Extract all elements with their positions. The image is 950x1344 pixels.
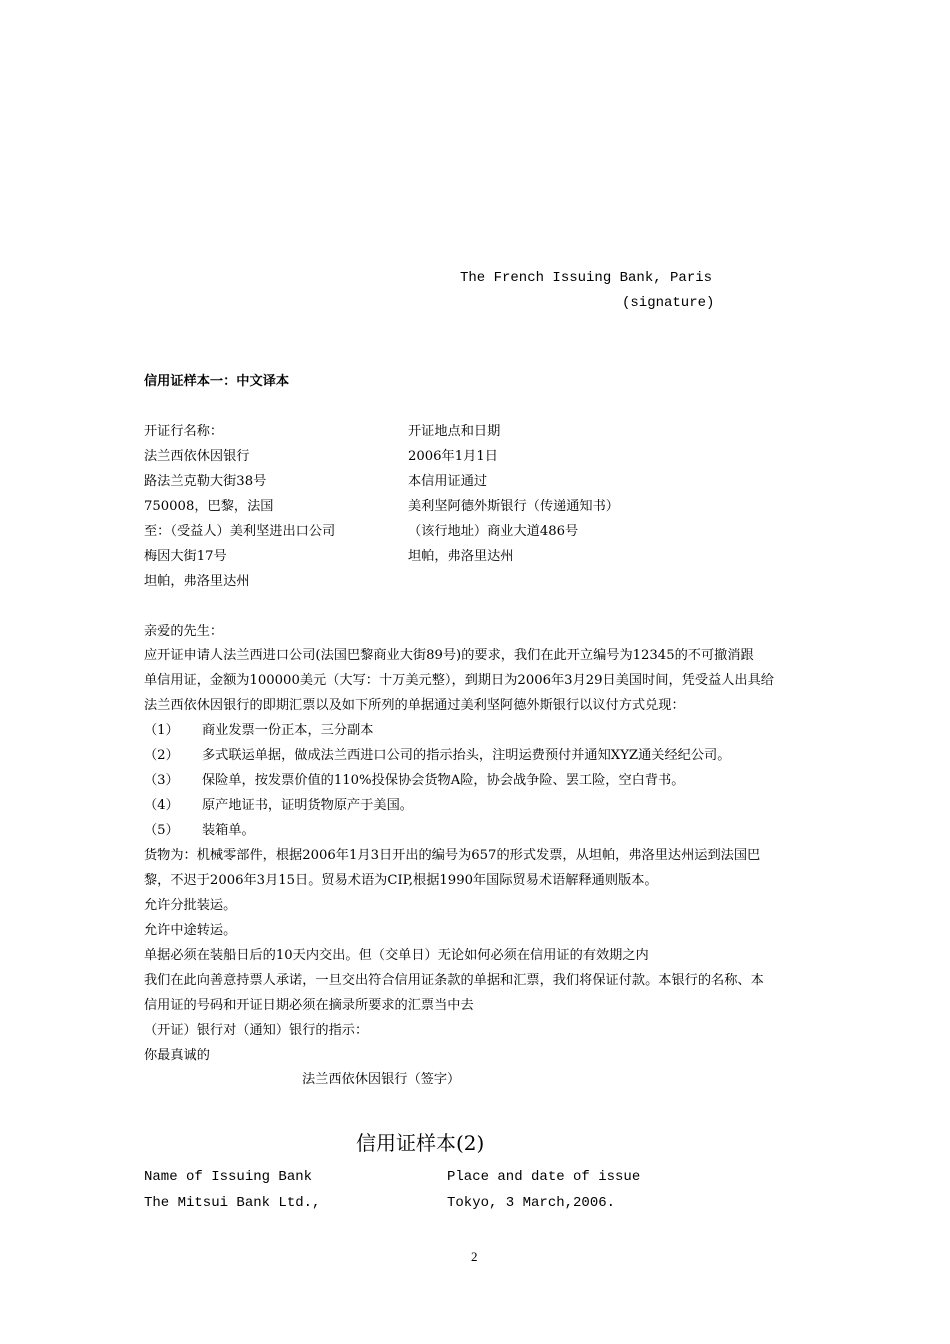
issuing-bank-signature-line: The French Issuing Bank, Paris	[460, 270, 713, 286]
left-col-line: Name of Issuing Bank	[144, 1169, 313, 1185]
paragraph-line: 允许分批装运。	[144, 898, 237, 913]
right-col-line: 美利坚阿德外斯银行（传递通知书）	[408, 499, 619, 514]
paragraph-line: 单信用证，金额为100000美元（大写：十万美元整），到期日为2006年3月29日美国时间，凭受益人出具给	[144, 673, 774, 688]
list-item-number: （1）	[144, 723, 179, 738]
paragraph-line: 允许中途转运。	[144, 923, 237, 938]
left-col-line: 至：（受益人）美利坚进出口公司	[144, 524, 336, 539]
section2-title: 信用证样本(2)	[356, 1131, 485, 1155]
list-item-number: （3）	[144, 773, 179, 788]
right-col-line: Tokyo, 3 March,2006.	[447, 1195, 616, 1211]
right-col-line: Place and date of issue	[447, 1169, 641, 1185]
list-item	[144, 819, 255, 838]
list-item	[144, 769, 684, 788]
paragraph-line: 你最真诚的	[144, 1048, 210, 1063]
list-item	[144, 794, 413, 813]
salutation: 亲爱的先生：	[144, 624, 224, 639]
list-item-text: 保险单，按发票价值的110%投保协会货物A险，协会战争险、罢工险，空白背书。	[202, 773, 685, 788]
paragraph-line: 我们在此向善意持票人承诺，一旦交出符合信用证条款的单据和汇票，我们将保证付款。本银行的名称、本	[144, 973, 764, 988]
paragraph-line: 信用证的号码和开证日期必须在摘录所要求的汇票当中去	[144, 998, 474, 1013]
list-item	[144, 719, 373, 738]
right-col-line: 开证地点和日期	[408, 424, 501, 439]
left-col-line: 750008，巴黎，法国	[144, 499, 274, 514]
list-item-number: （2）	[144, 748, 179, 763]
section1-heading: 信用证样本一：中文译本	[144, 374, 290, 389]
right-col-line: 2006年1月1日	[408, 449, 498, 464]
left-col-line: 路法兰克勒大街38号	[144, 474, 267, 489]
paragraph-line: 应开证申请人法兰西进口公司(法国巴黎商业大街89号)的要求，我们在此开立编号为12345的不可撤消跟	[144, 648, 754, 663]
list-item-text: 多式联运单据，做成法兰西进口公司的指示抬头，注明运费预付并通知XYZ通关经纪公司。	[202, 748, 731, 763]
left-col-line: 坦帕，弗洛里达州	[144, 574, 250, 589]
right-col-line: （该行地址）商业大道486号	[408, 524, 579, 539]
list-item-text: 原产地证书，证明货物原产于美国。	[202, 798, 413, 813]
left-col-line: 梅因大街17号	[144, 549, 227, 564]
page-number: 2	[471, 1249, 478, 1264]
right-col-line: 本信用证通过	[408, 474, 488, 489]
right-col-line: 坦帕，弗洛里达州	[408, 549, 514, 564]
signature-label: (signature)	[622, 295, 715, 311]
left-col-line: 法兰西依休因银行	[144, 449, 250, 464]
closing-signature: 法兰西依休因银行（签字）	[302, 1072, 461, 1087]
paragraph-line: （开证）银行对（通知）银行的指示：	[144, 1023, 369, 1038]
paragraph-line: 货物为：机械零部件，根据2006年1月3日开出的编号为657的形式发票，从坦帕，弗洛里达州运到法国巴	[144, 848, 761, 863]
left-col-line: 开证行名称：	[144, 424, 224, 439]
paragraph-line: 单据必须在装船日后的10天内交出。但（交单日）无论如何必须在信用证的有效期之内	[144, 948, 649, 963]
left-col-line: The Mitsui Bank Ltd.,	[144, 1195, 321, 1211]
list-item-number: （5）	[144, 823, 179, 838]
list-item-text: 商业发票一份正本，三分副本	[202, 723, 374, 738]
list-item	[144, 744, 730, 763]
list-item-text: 装箱单。	[202, 823, 255, 838]
list-item-number: （4）	[144, 798, 179, 813]
paragraph-line: 法兰西依休因银行的即期汇票以及如下所列的单据通过美利坚阿德外斯银行以议付方式兑现：	[144, 698, 685, 713]
paragraph-line: 黎，不迟于2006年3月15日。贸易术语为CIP,根据1990年国际贸易术语解释通则版本。	[144, 873, 658, 888]
